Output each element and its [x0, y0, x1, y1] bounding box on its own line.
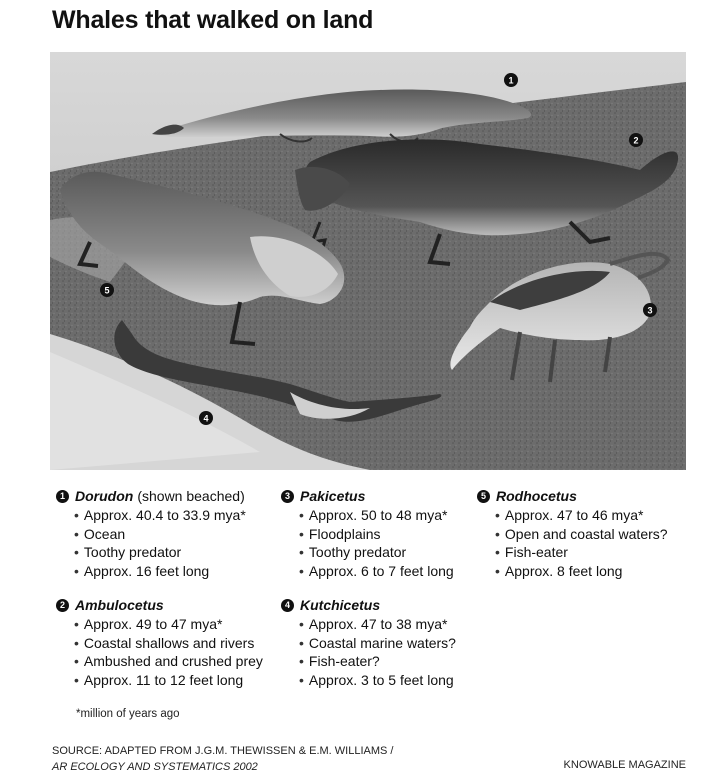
svg-text:3: 3: [647, 305, 653, 316]
footnote: *million of years ago: [76, 708, 180, 720]
fact-length: • Approx. 16 feet long: [74, 562, 286, 581]
species-heading: [281, 595, 511, 615]
fact-age: • Approx. 40.4 to 33.9 mya*: [74, 506, 286, 525]
species-facts: [56, 506, 286, 580]
badge-1: [504, 73, 518, 87]
species-number-badge: 4: [281, 599, 294, 612]
svg-text:2: 2: [633, 135, 639, 146]
species-name: Ambulocetus: [75, 597, 164, 613]
fact-length: • Approx. 11 to 12 feet long: [74, 671, 286, 690]
fact-habitat: • Ocean: [74, 525, 286, 544]
fact-diet: • Fish-eater: [495, 543, 707, 562]
fact-diet: • Fish-eater?: [299, 652, 511, 671]
badge-4: [199, 411, 213, 425]
svg-text:5: 5: [104, 285, 110, 296]
species-name: Dorudon: [75, 488, 134, 504]
publisher-credit: KNOWABLE MAGAZINE: [563, 759, 686, 771]
species-dorudon: [56, 486, 286, 580]
species-facts: [477, 506, 707, 580]
species-number-badge: 1: [56, 490, 69, 503]
species-number-badge: 5: [477, 490, 490, 503]
whales-illustration: [50, 52, 686, 470]
species-heading: [56, 595, 286, 615]
fact-diet: • Toothy predator: [299, 543, 511, 562]
species-rodhocetus: [477, 486, 707, 580]
species-ambulocetus: [56, 595, 286, 689]
fact-diet: • Toothy predator: [74, 543, 286, 562]
svg-text:1: 1: [508, 75, 514, 86]
species-name: Kutchicetus: [300, 597, 381, 613]
fact-age: • Approx. 47 to 38 mya*: [299, 615, 511, 634]
fact-habitat: • Floodplains: [299, 525, 511, 544]
species-number-badge: 2: [56, 599, 69, 612]
species-facts: [281, 615, 511, 689]
fact-length: • Approx. 8 feet long: [495, 562, 707, 581]
species-kutchicetus: [281, 595, 511, 689]
species-heading: [477, 486, 707, 506]
species-facts: [56, 615, 286, 689]
fact-length: • Approx. 3 to 5 feet long: [299, 671, 511, 690]
fact-age: • Approx. 49 to 47 mya*: [74, 615, 286, 634]
svg-text:4: 4: [203, 413, 209, 424]
source-credit: [52, 743, 393, 775]
species-note: (shown beached): [137, 488, 245, 504]
species-name: Pakicetus: [300, 488, 366, 504]
species-name: Rodhocetus: [496, 488, 577, 504]
source-line-1: SOURCE: ADAPTED FROM J.G.M. THEWISSEN & E.M. WILLIAMS /: [52, 745, 394, 757]
fact-habitat: • Coastal shallows and rivers: [74, 634, 286, 653]
badge-3: [643, 303, 657, 317]
badge-2: [629, 133, 643, 147]
species-number-badge: 3: [281, 490, 294, 503]
species-heading: [56, 486, 286, 506]
page-title: Whales that walked on land: [52, 6, 374, 34]
source-line-2: AR ECOLOGY AND SYSTEMATICS 2002: [52, 761, 258, 773]
fact-diet: • Ambushed and crushed prey: [74, 652, 286, 671]
fact-habitat: • Coastal marine waters?: [299, 634, 511, 653]
badge-5: [100, 283, 114, 297]
fact-length: • Approx. 6 to 7 feet long: [299, 562, 511, 581]
fact-age: • Approx. 50 to 48 mya*: [299, 506, 511, 525]
fact-habitat: • Open and coastal waters?: [495, 525, 707, 544]
fact-age: • Approx. 47 to 46 mya*: [495, 506, 707, 525]
